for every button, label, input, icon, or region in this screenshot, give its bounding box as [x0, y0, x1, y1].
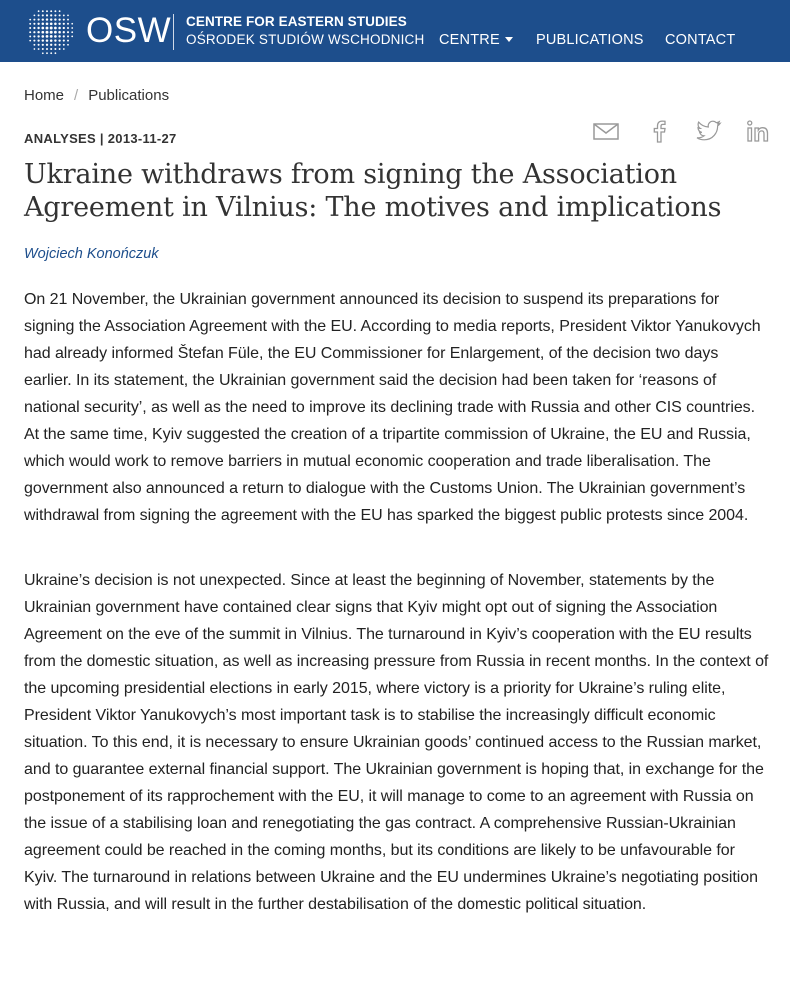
- share-twitter-icon[interactable]: [694, 118, 722, 144]
- breadcrumb-separator: /: [74, 87, 79, 104]
- nav-contact-link[interactable]: CONTACT: [665, 32, 736, 48]
- article-paragraph-2: Ukraine’s decision is not unexpected. Since at least the beginning of November, statements by the Ukrainian government have contained clear signs that Kyiv might opt out of signing the Association Agreement on the eve of the summit in Vilnius. The turnaround in Kyiv’s cooperation with the EU results from the domestic situation, as well as increasing pressure from Russia in recent months. In the context of the upcoming presidential elections in early 2015, where victory is a priority for Ukraine’s ruling elite, President Viktor Yanukovych’s most important task is to stabilise the increasingly difficult economic situation. To this end, it is necessary to ensure Ukrainian goods’ continued access to the Russian market, and to guarantee external financial support. The Ukrainian government is hoping that, in exchange for the postponement of its rapprochement with the EU, it will manage to come to an agreement with Russia on the issue of a stabilising loan and renegotiating the gas contract. A comprehensive Russian-Ukrainian agreement could be reached in the coming months, but its conditions are likely to be unfavourable for Kyiv. The turnaround in relations between Ukraine and the EU undermines Ukraine’s negotiating position with Russia, and will result in the further destabilisation of the domestic political situation.: [24, 572, 769, 913]
- breadcrumb: [24, 87, 169, 105]
- nav-centre-label: CENTRE: [439, 32, 500, 48]
- osw-globe-logo-icon[interactable]: [24, 5, 76, 57]
- share-facebook-icon[interactable]: [645, 118, 673, 144]
- article-paragraph-1: On 21 November, the Ukrainian government announced its decision to suspend its preparations for signing the Association Agreement with the EU. According to media reports, President Viktor Yanukovych had already informed Štefan Füle, the EU Commissioner for Enlargement, of the decision two days earlier. In its statement, the Ukrainian government said the decision had been taken for ‘reasons of national security’, as well as the need to improve its declining trade with Russia and other CIS countries. At the same time, Kyiv suggested the creation of a tripartite commission of Ukraine, the EU and Russia, which would work to remove barriers in mutual economic cooperation and trade liberalisation. The government also announced a return to dialogue with the Customs Union. The Ukrainian government’s withdrawal from signing the agreement with the EU has sparked the biggest public protests since 2004.: [24, 291, 761, 524]
- organization-name-english: CENTRE FOR EASTERN STUDIES: [186, 14, 407, 29]
- osw-logo-text[interactable]: OSW: [86, 11, 172, 50]
- share-mail-icon[interactable]: [592, 118, 620, 144]
- article-author-link[interactable]: Wojciech Konończuk: [24, 246, 159, 262]
- article-title: Ukraine withdraws from signing the Association Agreement in Vilnius: The motives and implications: [24, 159, 722, 223]
- nav-publications-link[interactable]: PUBLICATIONS: [536, 32, 644, 48]
- nav-centre-dropdown[interactable]: [439, 31, 513, 49]
- logo-divider: [173, 14, 174, 50]
- top-navigation-bar: [0, 0, 790, 62]
- organization-name-polish: OŚRODEK STUDIÓW WSCHODNICH: [186, 32, 425, 47]
- breadcrumb-publications-link[interactable]: Publications: [88, 87, 170, 104]
- caret-down-icon: [505, 37, 513, 42]
- article-meta: ANALYSES | 2013-11-27: [24, 131, 177, 146]
- breadcrumb-home-link[interactable]: Home: [24, 87, 65, 104]
- share-linkedin-icon[interactable]: [745, 118, 773, 144]
